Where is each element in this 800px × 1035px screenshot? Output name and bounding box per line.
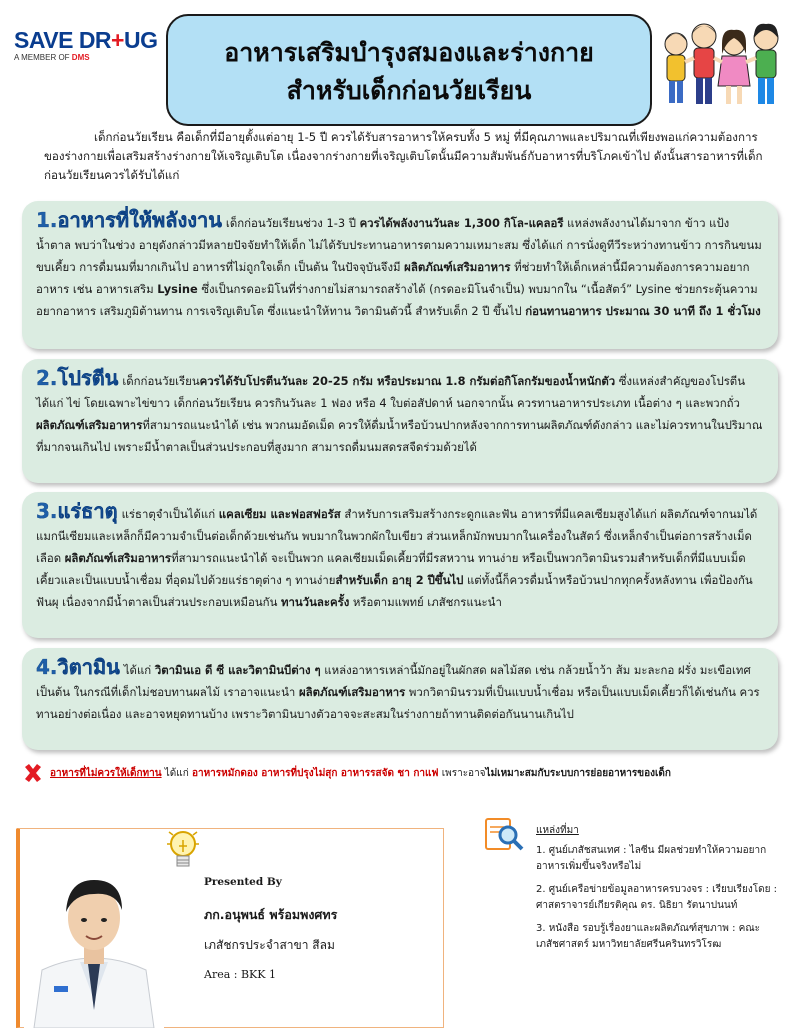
section-heading: 2.โปรตีน xyxy=(36,366,119,390)
logo-tagline: A MEMBER OF DMS xyxy=(14,53,90,62)
lightbulb-icon xyxy=(165,826,201,878)
reference-item: 2. ศูนย์เครือข่ายข้อมูลอาหารครบวงจร : เรียบเรียงโดย : ศาสตราจารย์เกียรติคุณ ดร. นิธิยา รัตนาปนนท์ xyxy=(536,884,777,911)
warning-tail: ไม่เหมาะสมกับระบบการย่อยอาหารของเด็ก xyxy=(485,768,671,779)
presenter-name: ภก.อนุพนธ์ พร้อมพงศทร xyxy=(204,907,338,922)
intro-paragraph: เด็กก่อนวัยเรียน คือเด็กที่มีอายุตั้งแต่อายุ 1-5 ปี ควรได้รับสารอาหารให้ครบทั้ง 5 หมู่ ที่มีคุณภาพและปริมาณที่เพียงพอแก่ความต้องการของร่างกายเพื่อเสริมสร้างร่างกายให้เจริญเติบโต เนื่องจากร่างกายที่เจริญเติบโตนั้นมีความสัมพันธ์กับอาหารที่บริโภคเข้าไป ดังนั้นสารอาหารที่เด็กก่อนวัยเรียนควรได้รับได้แก่ xyxy=(44,130,763,182)
page-title-box xyxy=(166,14,652,126)
section-card-energy: 1.อาหารที่ให้พลังงาน เด็กก่อนวัยเรียนช่วง 1-3 ปี ควรได้พลังงานวันละ 1,300 กิโล-แคลอรี แหล่งพลังงานได้มาจาก ข้าว แป้ง น้ำตาล พบว่าในช่วง อายุดังกล่าวมีหลายปัจจัยทำให้เด็ก ไม่ได้รับประทานอาหารตามความเหมาะสม ซึ่งได้แก่ การนั่งดูทีวีระหว่างทานข้าว การกินขนมขบเคี้ยว การดื่มนมที่มากเกินไป อาหารที่ไม่ถูกใจเด็ก เป็นต้น ในปัจจุบันจึงมี ผลิตภัณฑ์เสริมอาหาร ที่ช่วยทำให้เด็กเหล่านี้มีความต้องการความอยากอาหาร เช่น อาหารเสริม Lysine ซึ่งเป็นกรดอะมิโนที่ร่างกายไม่สามารถสร้างได้ (กรดอะมิโนจำเป็น) พบมากใน “เนื้อสัตว์” Lysine ช่วยกระตุ้นความอยากอาหาร เสริมภูมิต้านทาน การเจริญเติบโต ซึ่งแนะนำให้ทาน วิตามินตัวนี้ สำหรับเด็ก 2 ปี ขึ้นไป ก่อนทานอาหาร ประมาณ 30 นาที ถึง 1 ชั่วโมง xyxy=(22,201,778,349)
section-heading: 4.วิตามิน xyxy=(36,655,120,679)
references-title: แหล่งที่มา xyxy=(536,825,579,836)
presenter-role: เภสัชกรประจำสาขา สีลม xyxy=(204,938,335,952)
section-card-minerals: 3.แร่ธาตุ แร่ธาตุจำเป็นได้แก่ แคลเซียม และฟอสฟอรัส สำหรับการเสริมสร้างกระดูกและฟัน อาหารที่มีแคลเซียมสูงได้แก่ ผลิตภัณฑ์จากนมได้ แมกนีเซียมและเหล็กก็มีความจำเป็นต่อเด็กด้วยเช่นกัน พบมากในพวกผักใบเขียว ส่วนเหล็กมักพบมากในเครื่องในสัตว์ ซึ่งเหล็กจำเป็นต่อการสร้างเม็ดเลือด ผลิตภัณฑ์เสริมอาหารที่สามารถแนะนำได้ จะเป็นพวก แคลเซียมเม็ดเคี้ยวที่มีรสหวาน ทานง่าย หรือเป็นพวกวิตามินรวมสำหรับเด็กที่มีแบบเม็ดเคี้ยวและเป็นแบบน้ำเชื่อม ที่อุดมไปด้วยแร่ธาตุต่าง ๆ ทานง่ายสำหรับเด็ก อายุ 2 ปีขึ้นไป แต่ทั้งนี้ก็ควรดื่มน้ำหรือบ้วนปากทุกครั้งหลังทาน เพื่อป้องกันฟันผุ เนื่องจากมีน้ำตาลเป็นส่วนประกอบเหมือนกัน ทานวันละครั้ง หรือตามแพทย์ เภสัชกรแนะนำ xyxy=(22,492,778,638)
presenter-area: Area : BKK 1 xyxy=(204,968,276,981)
references-list xyxy=(536,843,780,960)
section-card-protein: 2.โปรตีน เด็กก่อนวัยเรียนควรได้รับโปรตีนวันละ 20-25 กรัม หรือประมาณ 1.8 กรัมต่อกิโลกรัมของน้ำหนักตัว ซึ่งแหล่งสำคัญของโปรตีน ได้แก่ ไข่ โดยเฉพาะไข่ขาว เด็กก่อนวัยเรียน ควรกินวันละ 1 ฟอง หรือ 4 ใบต่อสัปดาห์ นอกจากนั้น ควรทานอาหารประเภท เนื้อต่าง ๆ และพวกถั่ว ผลิตภัณฑ์เสริมอาหารที่สามารถแนะนำได้ เช่น พวกนมอัดเม็ด ควรให้ดื่มน้ำหรือบ้วนปากหลังจากการทานผลิตภัณฑ์ดังกล่าว และไม่ควรทานในปริมาณที่มากจนเกินไป เพราะมีน้ำตาลเป็นส่วนประกอบที่สูงมาก สามารถดื่มนมสดรสจืดร่วมด้วยได้ xyxy=(22,359,778,483)
reference-item: 1. ศูนย์เภสัชสนเทศ : ไลซีน มีผลช่วยทำให้ความอยากอาหารเพิ่มขึ้นจริงหรือไม่ xyxy=(536,845,767,872)
presenter-photo xyxy=(24,850,164,1028)
red-x-icon xyxy=(22,762,44,784)
warning-line: อาหารที่ไม่ควรให้เด็กทาน ได้แก่ อาหารหมักดอง อาหารที่ปรุงไม่สุก อาหารรสจัด ชา กาแฟ เพราะอาจไม่เหมาะสมกับระบบการย่อยอาหารของเด็ก xyxy=(22,762,792,786)
brand-logo xyxy=(14,28,164,68)
children-group-icon xyxy=(662,14,794,112)
logo-wordmark: SAVE DR+UG xyxy=(14,27,158,53)
magnifier-document-icon xyxy=(482,815,526,855)
section-heading: 3.แร่ธาตุ xyxy=(36,499,118,523)
warning-label: อาหารที่ไม่ควรให้เด็กทาน xyxy=(50,768,162,779)
presented-by-label: Presented By xyxy=(204,876,282,888)
section-card-vitamins: 4.วิตามิน ได้แก่ วิตามินเอ ดี ซี และวิตามินบีต่าง ๆ แหล่งอาหารเหล่านี้มักอยู่ในผักสด ผลไม้สด เช่น กล้วยน้ำว้า ส้ม มะละกอ ฝรั่ง มะเขือเทศ เป็นต้น ในกรณีที่เด็กไม่ชอบทานผลไม้ เราอาจแนะนำ ผลิตภัณฑ์เสริมอาหาร พวกวิตามินรวมที่เป็นแบบน้ำเชื่อม หรือเป็นแบบเม็ดเคี้ยวก็ได้เช่นกัน ควรทานอย่างต่อเนื่อง และอาจหยุดทานบ้าง เพราะวิตามินบางตัวอาจจะสะสมในร่างกายถ้าทานติดต่อกันนานเกินไป xyxy=(22,648,778,750)
warning-items: อาหารหมักดอง อาหารที่ปรุงไม่สุก อาหารรสจัด ชา กาแฟ xyxy=(191,768,439,779)
section-heading: 1.อาหารที่ให้พลังงาน xyxy=(36,208,222,232)
page-title-line2: สำหรับเด็กก่อนวัยเรียน xyxy=(286,76,532,105)
reference-item: 3. หนังสือ รอบรู้เรื่องยาและผลิตภัณฑ์สุขภาพ : คณะเภสัชศาสตร์ มหาวิทยาลัยศรีนครินทรวิโรฒ xyxy=(536,923,760,950)
page-title-line1: อาหารเสริมบำรุงสมองและร่างกาย xyxy=(224,38,594,67)
